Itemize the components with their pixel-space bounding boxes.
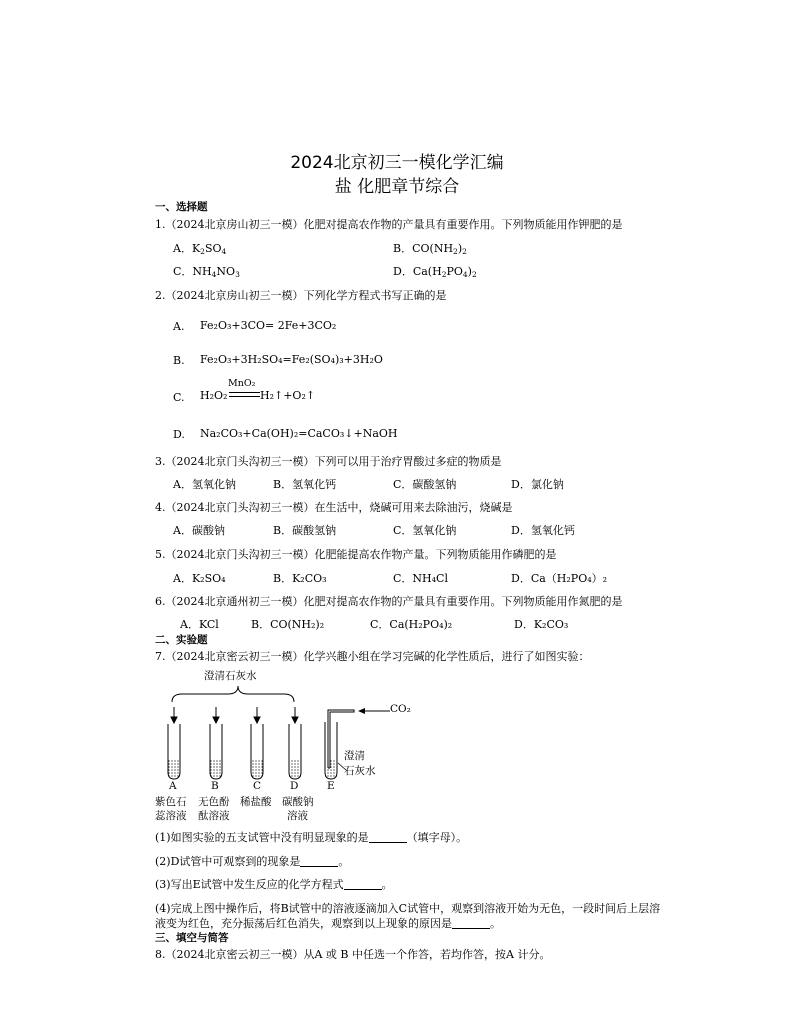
q1-option-a: A．$K_2SO_4$ [173, 242, 227, 256]
q6-option-b: B．CO(NH₂)₂ [251, 618, 325, 631]
experiment-figure [150, 664, 410, 824]
figure-e-side-label-1: 澄清 [344, 750, 365, 762]
answer-blank-2[interactable] [300, 856, 338, 867]
figure-e-side-label-2: 石灰水 [344, 765, 376, 777]
answer-blank-3[interactable] [344, 879, 382, 890]
tube-b-desc-2: 酞溶液 [198, 810, 230, 822]
q4-option-b: B．碳酸氢钠 [273, 524, 337, 537]
q7-sub-1: (1)如图实验的五支试管中没有明显现象的是 （填字母）。 [155, 831, 468, 844]
question-3-stem: 3.（2024北京门头沟初三一模）下列可以用于治疗胃酸过多症的物质是 [155, 455, 502, 468]
q2-option-d-equation: Na₂CO₃+Ca(OH)₂=CaCO₃↓+NaOH [200, 427, 398, 440]
q6-option-d: D．K₂CO₃ [514, 618, 569, 631]
test-tubes-diagram [150, 664, 410, 824]
section-heading-fill: 三、填空与简答 [155, 932, 229, 944]
q2-option-c-left: H₂O₂ [200, 389, 228, 402]
tube-d-letter: D [290, 780, 299, 792]
question-5-stem: 5.（2024北京门头沟初三一模）化肥能提高农作物产量。下列物质能用作磷肥的是 [155, 548, 557, 561]
q7-sub-4-line-1: (4)完成上图中操作后，将B试管中的溶液逐滴加入C试管中，观察到溶液开始为无色，一段时间后上层溶 [155, 902, 661, 915]
q2-option-b-label: B. [173, 354, 185, 367]
tube-c-letter: C [253, 780, 262, 792]
q7-sub-2: (2)D试管中可观察到的现象是 。 [155, 855, 350, 868]
q2-option-d-label: D. [173, 428, 185, 441]
q7-sub-4-line-2: 液变为红色，充分振荡后红色消失，观察到以上现象的原因是 。 [155, 917, 501, 930]
tube-b-letter: B [211, 780, 219, 792]
question-8-stem: 8.（2024北京密云初三一模）从A 或 B 中任选一个作答，若均作答，按A 计分。 [155, 948, 551, 961]
q5-option-a: A．K₂SO₄ [173, 572, 226, 585]
answer-blank-1[interactable] [369, 832, 407, 843]
question-7-stem: 7.（2024北京密云初三一模）化学兴趣小组在学习完碱的化学性质后，进行了如图实验： [155, 650, 590, 663]
q1-option-b: B．$CO(NH_2)_2$ [393, 242, 467, 256]
q6-option-a: A．KCl [180, 618, 219, 631]
q1-option-d: D．$Ca(H_2PO_4)_2$ [393, 265, 477, 279]
tube-a-desc-1: 紫色石 [155, 796, 187, 808]
q3-option-c: C．碳酸氢钠 [393, 478, 457, 491]
title-line-2: 盐 化肥章节综合 [334, 177, 460, 197]
q3-option-b: B．氢氧化钙 [273, 478, 337, 491]
tube-c-desc-1: 稀盐酸 [240, 796, 272, 808]
tube-a [168, 724, 180, 779]
question-6-stem: 6.（2024北京通州初三一模）化肥对提高农作物的产量具有重要作用。下列物质能用作氮肥的是 [155, 595, 623, 608]
q3-option-a: A．氢氧化钠 [173, 478, 236, 491]
q5-option-c: C．NH₄Cl [393, 572, 448, 585]
tube-d-desc-1: 碳酸钠 [282, 796, 314, 808]
question-1-stem: 1.（2024北京房山初三一模）化肥对提高农作物的产量具有重要作用。下列物质能用作钾肥的是 [155, 218, 623, 231]
q5-option-d: D．Ca（H₂PO₄）₂ [511, 572, 608, 585]
q2-option-a-label: A. [173, 320, 185, 333]
q6-option-c: C．Ca(H₂PO₄)₂ [370, 618, 453, 631]
question-2-stem: 2.（2024北京房山初三一模）下列化学方程式书写正确的是 [155, 289, 447, 302]
q2-option-c-label: C. [173, 391, 185, 404]
tube-b-desc-1: 无色酚 [198, 796, 230, 808]
tube-c [251, 724, 263, 779]
tube-a-letter: A [169, 780, 177, 792]
figure-top-label: 澄清石灰水 [204, 670, 257, 682]
q3-option-d: D．氯化钠 [511, 478, 564, 491]
question-4-stem: 4.（2024北京门头沟初三一模）在生活中，烧碱可用来去除油污，烧碱是 [155, 501, 513, 514]
tube-b [210, 724, 222, 779]
tube-e-letter: E [327, 780, 335, 792]
co2-arrow [358, 708, 390, 714]
tube-d-desc-2: 溶液 [287, 810, 308, 822]
q2-option-b-equation: Fe₂O₃+3H₂SO₄=Fe₂(SO₄)₃+3H₂O [200, 353, 383, 366]
section-heading-experiment: 二、实验题 [155, 634, 208, 646]
brace-shape [172, 686, 294, 702]
q7-sub-3: (3)写出E试管中发生反应的化学方程式 。 [155, 878, 393, 891]
tube-a-desc-2: 蕊溶液 [155, 810, 187, 822]
tube-d [289, 724, 301, 779]
title-line-1: 2024北京初三一模化学汇编 [290, 153, 504, 173]
q1-option-c: C．$NH_4NO_3$ [173, 265, 240, 279]
q4-option-a: A．碳酸钠 [173, 524, 225, 537]
q4-option-c: C．氢氧化钠 [393, 524, 457, 537]
q4-option-d: D．氢氧化钙 [511, 524, 575, 537]
answer-blank-4[interactable] [452, 918, 490, 929]
section-heading-choice: 一、选择题 [155, 201, 208, 213]
q2-option-c-right: H₂↑+O₂↑ [260, 389, 316, 402]
q5-option-b: B．K₂CO₃ [273, 572, 327, 585]
q2-reaction-double-line [229, 392, 260, 397]
q2-option-a-equation: Fe₂O₃+3CO= 2Fe+3CO₂ [200, 319, 337, 332]
figure-co2-label: CO₂ [390, 703, 411, 715]
drop-arrows [171, 707, 298, 723]
q2-catalyst-label: MnO₂ [228, 378, 256, 389]
